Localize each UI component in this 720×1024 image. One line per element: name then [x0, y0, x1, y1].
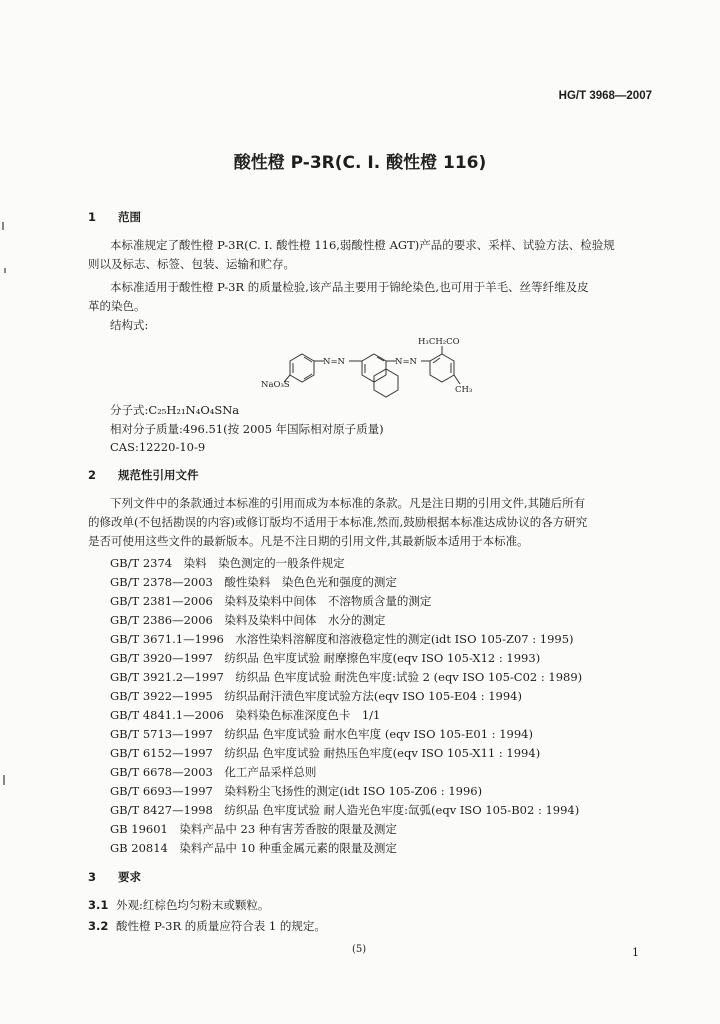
acetyl-label: H₃CH₂CO — [418, 337, 460, 347]
scan-mark — [4, 268, 6, 273]
item-text: 外观:红棕色均匀粉末或颗粒。 — [116, 898, 270, 912]
references-intro — [88, 494, 654, 551]
azo-label-1: N=N — [323, 357, 345, 367]
reference-item: GB/T 3671.1—1996 水溶性染料溶解度和溶液稳定性的测定(idt ISO 105-Z07 : 1995) — [110, 632, 574, 646]
text-line: 的修改单(不包括勘误的内容)或修订版均不适用于本标准,然而,鼓励根据本标准达成协议的各方研究 — [88, 515, 588, 529]
reference-item: GB/T 6678—2003 化工产品采样总则 — [110, 765, 317, 779]
document-title: 酸性橙 P-3R(C. I. 酸性橙 116) — [233, 153, 487, 173]
text-line: 本标准规定了酸性橙 P-3R(C. I. 酸性橙 116,弱酸性橙 AGT)产品的要求、采样、试验方法、检验规 — [110, 238, 615, 252]
section-2-heading — [88, 467, 199, 483]
section-number: 2 — [88, 468, 97, 482]
section-title: 范围 — [118, 210, 141, 224]
scan-mark — [3, 775, 5, 785]
section-3-heading — [88, 869, 141, 885]
reference-item: GB/T 5713—1997 纺织品 色牢度试验 耐水色牢度 (eqv ISO 105-E01 : 1994) — [110, 727, 533, 741]
item-text: 酸性橙 P-3R 的质量应符合表 1 的规定。 — [116, 919, 326, 933]
reference-item: GB/T 6693—1997 染料粉尘飞扬性的测定(idt ISO 105-Z06 : 1996) — [110, 784, 483, 798]
requirement-3-2 — [88, 918, 326, 934]
text-line: 本标准适用于酸性橙 P-3R 的质量检验,该产品主要用于锦纶染色,也可用于羊毛、丝等纤维及皮 — [110, 280, 589, 294]
item-number: 3.2 — [88, 919, 109, 933]
requirement-3-1 — [88, 897, 269, 913]
azo-label-2: N=N — [395, 357, 417, 367]
sulfonate-label: NaO₃S — [261, 380, 290, 390]
section-title: 规范性引用文件 — [118, 468, 199, 482]
section-1-heading — [88, 209, 141, 225]
molecular-mass: 相对分子质量:496.51(按 2005 年国际相对原子质量) — [110, 422, 384, 436]
page-number: 1 — [632, 946, 639, 959]
text-line: 下列文件中的条款通过本标准的引用而成为本标准的条款。凡是注日期的引用文件,其随后所有 — [110, 496, 586, 510]
structural-formula — [250, 332, 500, 402]
reference-item: GB 19601 染料产品中 23 种有害芳香胺的限量及测定 — [110, 822, 397, 836]
reference-item: GB 20814 染料产品中 10 种重金属元素的限量及测定 — [110, 841, 397, 855]
benzene-ring-3 — [430, 354, 454, 382]
scan-mark — [2, 222, 4, 230]
scope-paragraph-1 — [88, 236, 654, 274]
item-number: 3.1 — [88, 898, 109, 912]
text-line: 是否可使用这些文件的最新版本。凡是不注日期的引用文件,其最新版本适用于本标准。 — [88, 534, 529, 548]
section-title: 要求 — [118, 870, 141, 884]
scope-paragraph-2 — [88, 278, 654, 316]
methyl-label: CH₃ — [455, 385, 473, 395]
molecular-formula: 分子式:C₂₅H₂₁N₄O₄SNa — [110, 403, 240, 417]
benzene-ring-1 — [290, 354, 314, 382]
reference-item: GB/T 3922—1995 纺织品耐汗渍色牢度试验方法(eqv ISO 105-E04 : 1994) — [110, 689, 522, 703]
reference-item: GB/T 8427—1998 纺织品 色牢度试验 耐人造光色牢度:氙弧(eqv ISO 105-B02 : 1994) — [110, 803, 580, 817]
cas-number: CAS:12220-10-9 — [110, 440, 206, 454]
text-line: 则以及标志、标签、包装、运输和贮存。 — [88, 257, 295, 271]
reference-item: GB/T 3921.2—1997 纺织品 色牢度试验 耐洗色牢度:试验 2 (eqv ISO 105-C02 : 1989) — [110, 670, 583, 684]
section-number: 1 — [88, 210, 97, 224]
standard-number: HG/T 3968—2007 — [558, 90, 652, 102]
text-line: 革的染色。 — [88, 299, 146, 313]
reference-item: GB/T 2378—2003 酸性染料 染色色光和强度的测定 — [110, 575, 397, 589]
section-number: 3 — [88, 870, 97, 884]
reference-item: GB/T 2381—2006 染料及染料中间体 不溶物质含量的测定 — [110, 594, 432, 608]
page-mark: (5) — [352, 944, 367, 955]
reference-item: GB/T 2386—2006 染料及染料中间体 水分的测定 — [110, 613, 386, 627]
reference-item: GB/T 4841.1—2006 染料染色标准深度色卡 1/1 — [110, 708, 381, 722]
reference-item: GB/T 2374 染料 染色测定的一般条件规定 — [110, 556, 345, 570]
structure-label: 结构式: — [110, 318, 149, 332]
reference-item: GB/T 3920—1997 纺织品 色牢度试验 耐摩擦色牢度(eqv ISO 105-X12 : 1993) — [110, 651, 541, 665]
reference-item: GB/T 6152—1997 纺织品 色牢度试验 耐热压色牢度(eqv ISO 105-X11 : 1994) — [110, 746, 541, 760]
